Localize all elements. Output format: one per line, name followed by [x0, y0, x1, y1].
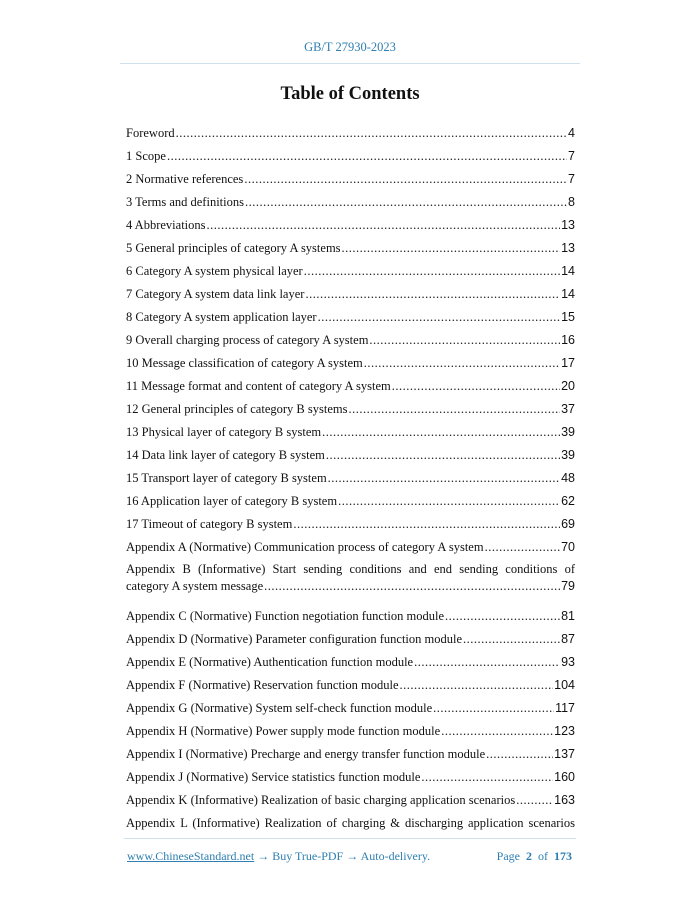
- dot-leader: [369, 332, 560, 348]
- dot-leader: [176, 125, 567, 141]
- toc-entry-title: Appendix H (Normative) Power supply mode function module: [126, 724, 441, 738]
- toc-entry-page: 137: [554, 747, 575, 761]
- toc-entry-page: 104: [554, 678, 575, 692]
- toc-entry[interactable]: [126, 670, 575, 693]
- toc-entry[interactable]: [126, 440, 575, 463]
- toc-entry-title: 7 Category A system data link layer: [126, 287, 305, 301]
- dot-leader: [338, 493, 560, 509]
- dot-leader: [445, 608, 560, 624]
- toc-entry[interactable]: [126, 256, 575, 279]
- toc-entry-title: 16 Application layer of category B system: [126, 494, 338, 508]
- toc-entry[interactable]: [126, 371, 575, 394]
- toc-entry[interactable]: [126, 279, 575, 302]
- toc-entry-title: Appendix L (Informative) Realization of charging & discharging application scenarios: [126, 816, 575, 830]
- dot-leader: [348, 401, 560, 417]
- dot-leader: [421, 769, 553, 785]
- toc-entry-page: 13: [561, 241, 575, 255]
- dot-leader: [433, 700, 554, 716]
- toc-entry-page: 79: [561, 579, 575, 593]
- toc-entry-title: 14 Data link layer of category B system: [126, 448, 325, 462]
- toc-entry-title: Appendix B (Informative) Start sending conditions and end sending conditions of: [126, 562, 575, 576]
- toc-entry-page: 39: [561, 448, 575, 462]
- toc-entry-page: 93: [561, 655, 575, 669]
- toc-entry-page: 16: [561, 333, 575, 347]
- toc-entry-title: 5 General principles of category A systems: [126, 241, 341, 255]
- footer: [127, 849, 572, 864]
- toc-entry-page: 7: [568, 149, 575, 163]
- footer-divider: [124, 838, 576, 839]
- toc-entry[interactable]: [126, 808, 575, 831]
- toc-entry[interactable]: [126, 486, 575, 509]
- dot-leader: [244, 171, 567, 187]
- toc-entry-page: 87: [561, 632, 575, 646]
- toc-entry-page: 160: [554, 770, 575, 784]
- toc-entry[interactable]: [126, 647, 575, 670]
- toc-entry-title: 1 Scope: [126, 149, 166, 163]
- toc-entry-title: Appendix A (Normative) Communication process of category A system: [126, 540, 484, 554]
- toc-entry-title: 6 Category A system physical layer: [126, 264, 303, 278]
- toc-entry-title: 10 Message classification of category A system: [126, 356, 363, 370]
- total-pages: 173: [554, 849, 572, 863]
- page-label: Page: [496, 849, 520, 863]
- toc-entry-page: 14: [561, 264, 575, 278]
- dot-leader: [441, 723, 553, 739]
- dot-leader: [322, 424, 560, 440]
- toc-entry-page: 4: [568, 126, 575, 140]
- table-of-contents: [126, 118, 575, 831]
- toc-entry[interactable]: [126, 693, 575, 716]
- dot-leader: [326, 447, 560, 463]
- header-divider: [120, 63, 580, 64]
- toc-entry-title: Appendix J (Normative) Service statistics function module: [126, 770, 421, 784]
- toc-entry-title: 13 Physical layer of category B system: [126, 425, 322, 439]
- toc-entry-page: 117: [555, 701, 575, 715]
- toc-entry[interactable]: [126, 463, 575, 486]
- page-indicator: [497, 849, 572, 864]
- toc-entry-title: 8 Category A system application layer: [126, 310, 317, 324]
- dot-leader: [342, 240, 561, 256]
- toc-entry[interactable]: [126, 509, 575, 532]
- toc-entry-page: 69: [561, 517, 575, 531]
- toc-entry-title: 2 Normative references: [126, 172, 244, 186]
- toc-entry-title: Appendix I (Normative) Precharge and energy transfer function module: [126, 747, 486, 761]
- dot-leader: [400, 677, 554, 693]
- toc-entry[interactable]: [126, 601, 575, 624]
- toc-entry-title: Appendix F (Normative) Reservation function module: [126, 678, 399, 692]
- toc-entry[interactable]: [126, 325, 575, 348]
- toc-entry[interactable]: [126, 302, 575, 325]
- toc-entry-title: 12 General principles of category B systems: [126, 402, 348, 416]
- dot-leader: [305, 286, 560, 302]
- toc-entry-page: 8: [568, 195, 575, 209]
- toc-entry-page: 123: [554, 724, 575, 738]
- toc-entry-title: 9 Overall charging process of category A system: [126, 333, 369, 347]
- toc-entry[interactable]: [126, 187, 575, 210]
- toc-entry-title: Foreword: [126, 126, 175, 140]
- toc-entry-page: 62: [561, 494, 575, 508]
- toc-entry-title: Appendix K (Informative) Realization of basic charging application scenarios: [126, 793, 516, 807]
- dot-leader: [485, 539, 561, 555]
- dot-leader: [516, 792, 553, 808]
- running-header: GB/T 27930-2023: [304, 40, 396, 54]
- toc-entry-page: 20: [561, 379, 575, 393]
- toc-entry-title: 17 Timeout of category B system: [126, 517, 293, 531]
- dot-leader: [293, 516, 560, 532]
- dot-leader: [167, 148, 567, 164]
- website-link[interactable]: www.ChineseStandard.net: [127, 849, 255, 863]
- toc-entry-page: 39: [561, 425, 575, 439]
- dot-leader: [364, 355, 560, 371]
- dot-leader: [245, 194, 567, 210]
- toc-entry-title: 3 Terms and definitions: [126, 195, 244, 209]
- toc-entry[interactable]: [126, 164, 575, 187]
- toc-entry-title: Appendix C (Normative) Function negotiation function module: [126, 609, 444, 623]
- page-title: Table of Contents: [280, 84, 420, 104]
- dot-leader: [414, 654, 560, 670]
- toc-entry[interactable]: [126, 785, 575, 808]
- dot-leader: [392, 378, 560, 394]
- toc-entry[interactable]: [126, 555, 575, 601]
- dot-leader: [304, 263, 560, 279]
- toc-entry[interactable]: [126, 233, 575, 256]
- toc-entry[interactable]: [126, 394, 575, 417]
- dot-leader: [207, 217, 561, 233]
- current-page: 2: [526, 849, 532, 863]
- footer-promo: → Buy True-PDF → Auto-delivery.: [254, 849, 431, 863]
- dot-leader: [486, 746, 553, 762]
- toc-entry-title: 15 Transport layer of category B system: [126, 471, 327, 485]
- dot-leader: [463, 631, 560, 647]
- toc-entry-page: 70: [561, 540, 575, 554]
- toc-entry-title: 11 Message format and content of category A system: [126, 379, 391, 393]
- dot-leader: [328, 470, 560, 486]
- toc-entry-page: 14: [561, 287, 575, 301]
- toc-entry[interactable]: [126, 532, 575, 555]
- toc-entry[interactable]: [126, 141, 575, 164]
- toc-entry[interactable]: [126, 118, 575, 141]
- toc-entry[interactable]: [126, 348, 575, 371]
- toc-entry-title-cont: category A system message: [126, 579, 264, 593]
- toc-entry[interactable]: [126, 762, 575, 785]
- toc-entry-title: Appendix D (Normative) Parameter configuration function module: [126, 632, 463, 646]
- toc-entry-page: 15: [561, 310, 575, 324]
- toc-entry[interactable]: [126, 739, 575, 762]
- toc-entry-page: 17: [561, 356, 575, 370]
- toc-entry-page: 163: [554, 793, 575, 807]
- toc-entry-page: 13: [561, 218, 575, 232]
- toc-entry-page: 81: [561, 609, 575, 623]
- dot-leader: [264, 578, 560, 594]
- toc-entry-title: 4 Abbreviations: [126, 218, 206, 232]
- of-label: of: [538, 849, 548, 863]
- toc-entry[interactable]: [126, 210, 575, 233]
- dot-leader: [318, 309, 561, 325]
- toc-entry-title: Appendix G (Normative) System self-check function module: [126, 701, 433, 715]
- toc-entry-title: Appendix E (Normative) Authentication function module: [126, 655, 414, 669]
- toc-entry-page: 37: [561, 402, 575, 416]
- toc-entry[interactable]: [126, 624, 575, 647]
- toc-entry[interactable]: [126, 417, 575, 440]
- toc-entry-page: 7: [568, 172, 575, 186]
- toc-entry-page: 48: [561, 471, 575, 485]
- toc-entry[interactable]: [126, 716, 575, 739]
